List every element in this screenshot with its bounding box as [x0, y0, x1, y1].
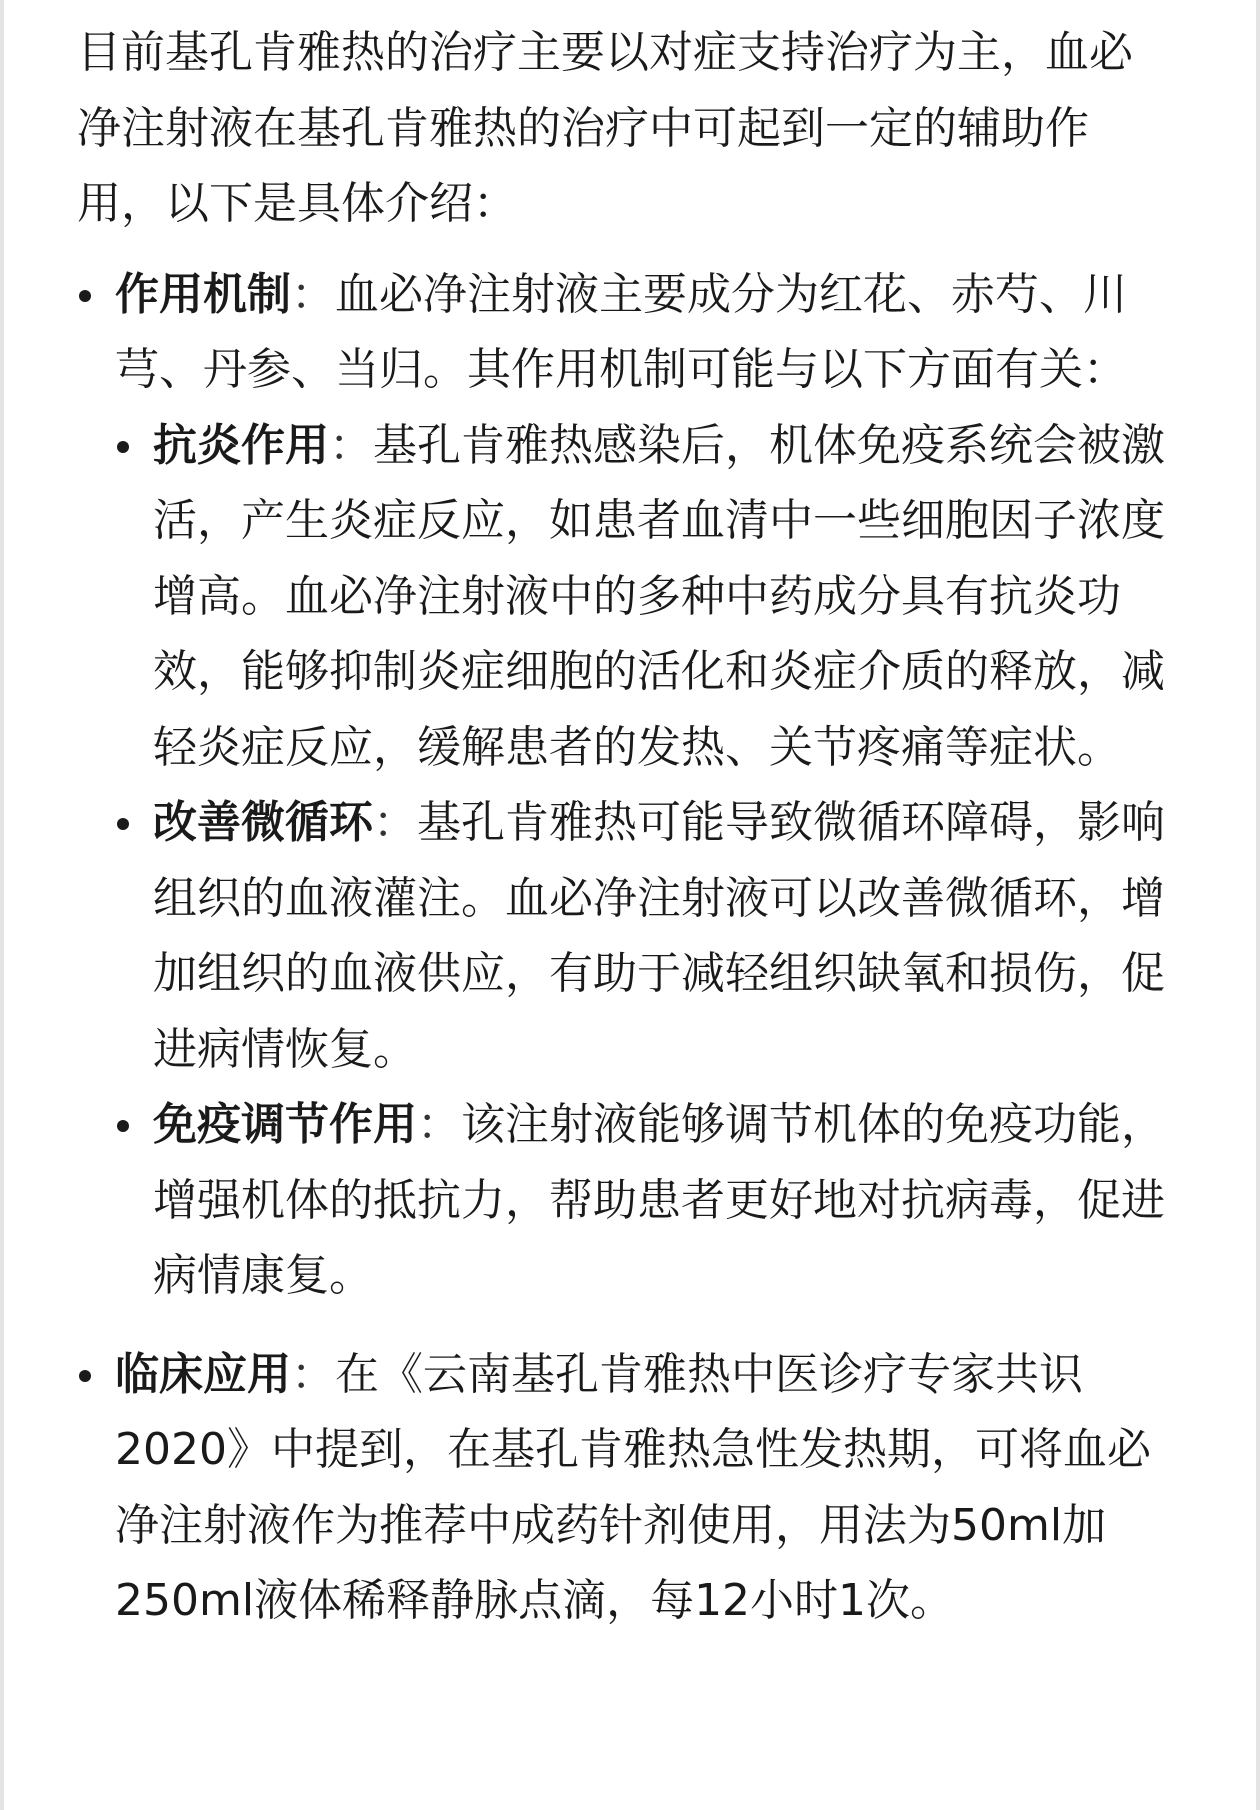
item-separator: ： — [291, 268, 335, 320]
item-text: 血必净注射液主要成分为红花、赤芍、川芎、丹参、当归。其作用机制可能与以下方面有关： — [115, 268, 1127, 395]
bullet-icon — [79, 1370, 91, 1382]
item-term: 抗炎作用 — [153, 419, 329, 471]
item-text: 在《云南基孔肯雅热中医诊疗专家共识2020》中提到，在基孔肯雅热急性发热期，可将血必净注射液作为推荐中成药针剂使用，用法为50ml加250ml液体稀释静脉点滴，每12小时1次。 — [115, 1348, 1151, 1626]
item-term: 作用机制 — [115, 268, 291, 320]
list-item-clinical-use — [77, 1337, 1172, 1639]
bullet-icon — [117, 818, 129, 830]
main-list — [77, 257, 1172, 1639]
item-text: 基孔肯雅热感染后，机体免疫系统会被激活，产生炎症反应，如患者血清中一些细胞因子浓度增高。血必净注射液中的多种中药成分具有抗炎功效，能够抑制炎症细胞的活化和炎症介质的释放，减轻炎症反应，缓解患者的发热、关节疼痛等症状。 — [153, 419, 1165, 773]
answer-content — [77, 15, 1172, 1662]
item-term: 临床应用 — [115, 1348, 291, 1400]
sub-item-microcirculation — [115, 785, 1172, 1087]
intro-paragraph: 目前基孔肯雅热的治疗主要以对症支持治疗为主，血必净注射液在基孔肯雅热的治疗中可起到一定的辅助作用，以下是具体介绍： — [77, 27, 1133, 229]
item-separator: ： — [291, 1348, 335, 1400]
sub-list — [115, 408, 1172, 1314]
sub-item-immune-regulation — [115, 1087, 1172, 1314]
item-term: 改善微循环 — [153, 797, 373, 848]
item-separator: ： — [373, 797, 417, 848]
bullet-icon — [117, 441, 129, 453]
item-separator: ： — [417, 1099, 461, 1150]
bullet-icon — [117, 1120, 129, 1132]
bullet-icon — [79, 290, 91, 302]
right-edge — [1256, 0, 1260, 1810]
left-edge — [0, 0, 4, 1810]
item-term: 免疫调节作用 — [153, 1099, 417, 1150]
list-item-mechanism — [77, 257, 1172, 1314]
item-separator: ： — [329, 419, 373, 471]
sub-item-anti-inflammatory — [115, 408, 1172, 786]
item-text: 该注射液能够调节机体的免疫功能，增强机体的抵抗力，帮助患者更好地对抗病毒，促进病情康复。 — [153, 1099, 1165, 1301]
item-text: 基孔肯雅热可能导致微循环障碍，影响组织的血液灌注。血必净注射液可以改善微循环，增加组织的血液供应，有助于减轻组织缺氧和损伤，促进病情恢复。 — [153, 797, 1165, 1075]
